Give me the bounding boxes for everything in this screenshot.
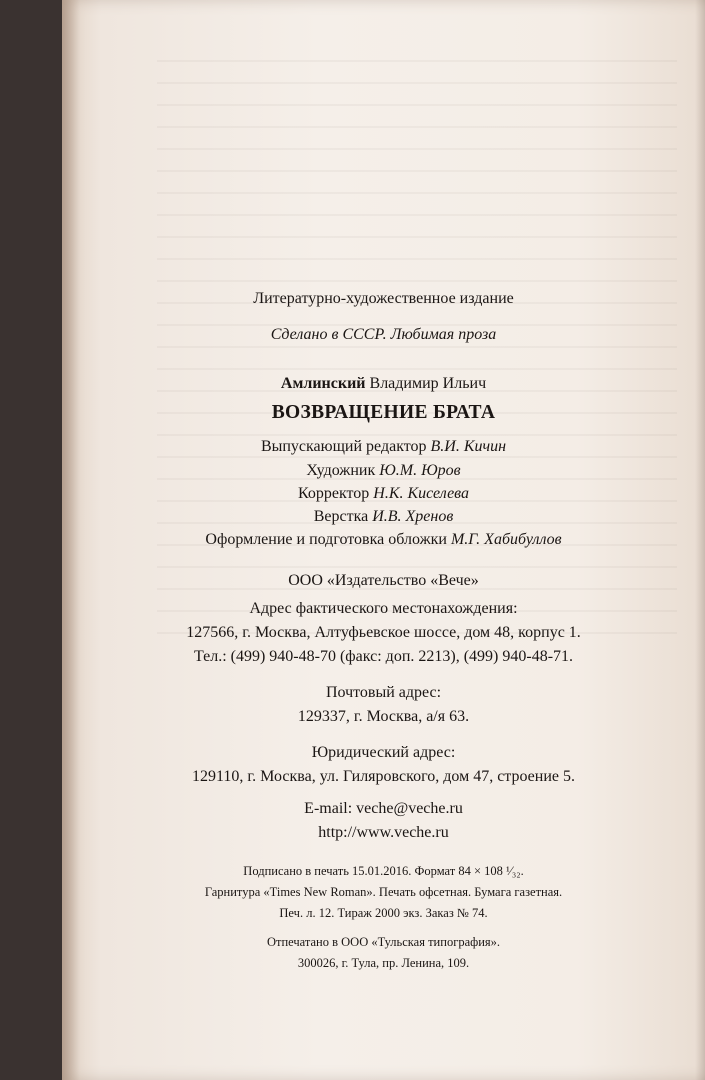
credit-role: Верстка bbox=[313, 508, 369, 525]
credit-role: Оформление и подготовка обложки bbox=[205, 531, 447, 548]
printer-address-line: 300026, г. Тула, пр. Ленина, 109. bbox=[297, 956, 470, 970]
phone-line: Тел.: (499) 940-48-70 (факс: доп. 2213), (499) 940-48-71. bbox=[193, 648, 574, 665]
credit-name: В.И. Кичин bbox=[430, 438, 507, 455]
print-info-line: Подписано в печать 15.01.2016. Формат 84 × 108 ¹⁄₃₂. bbox=[243, 864, 524, 878]
actual-address-label: Адрес фактического местонахождения: bbox=[249, 600, 518, 617]
book-page bbox=[62, 0, 705, 1080]
series-name: Сделано в СССР. Любимая проза bbox=[270, 326, 497, 343]
print-info-line: Печ. л. 12. Тираж 2000 экз. Заказ № 74. bbox=[279, 906, 488, 920]
author-line bbox=[62, 375, 705, 393]
credit-cover bbox=[62, 531, 705, 549]
credit-proofreader bbox=[62, 485, 705, 503]
credit-role: Корректор bbox=[297, 485, 370, 502]
print-info-line: Гарнитура «Times New Roman». Печать офсетная. Бумага газетная. bbox=[204, 885, 563, 899]
postal-address-label: Почтовый адрес: bbox=[325, 684, 442, 701]
legal-address-line: 129110, г. Москва, ул. Гиляровского, дом 47, строение 5. bbox=[192, 768, 575, 785]
credit-layout bbox=[62, 508, 705, 526]
credit-name: И.В. Хренов bbox=[372, 508, 454, 525]
credit-role: Выпускающий редактор bbox=[260, 438, 427, 455]
credit-editor bbox=[62, 438, 705, 456]
credit-name: М.Г. Хабибуллов bbox=[450, 531, 562, 548]
bleed-through-texture bbox=[157, 60, 677, 640]
author-surname: Амлинский bbox=[280, 375, 366, 392]
legal-address-label: Юридический адрес: bbox=[311, 744, 456, 761]
actual-address-line: 127566, г. Москва, Алтуфьевское шоссе, дом 48, корпус 1. bbox=[186, 624, 581, 641]
credit-name: Ю.М. Юров bbox=[379, 462, 461, 479]
author-name: Владимир Ильич bbox=[369, 375, 487, 392]
credit-name: Н.К. Киселева bbox=[373, 485, 470, 502]
edition-type: Литературно-художественное издание bbox=[253, 290, 514, 307]
postal-address-line: 129337, г. Москва, а/я 63. bbox=[297, 708, 470, 725]
credit-artist bbox=[62, 462, 705, 480]
printer-line: Отпечатано в ООО «Тульская типография». bbox=[266, 935, 501, 949]
publisher-name: ООО «Издательство «Вече» bbox=[288, 572, 479, 589]
credit-role: Художник bbox=[306, 462, 376, 479]
email-line: E-mail: veche@veche.ru bbox=[304, 800, 463, 817]
website-line: http://www.veche.ru bbox=[318, 824, 449, 841]
book-title: ВОЗВРАЩЕНИЕ БРАТА bbox=[271, 402, 496, 423]
